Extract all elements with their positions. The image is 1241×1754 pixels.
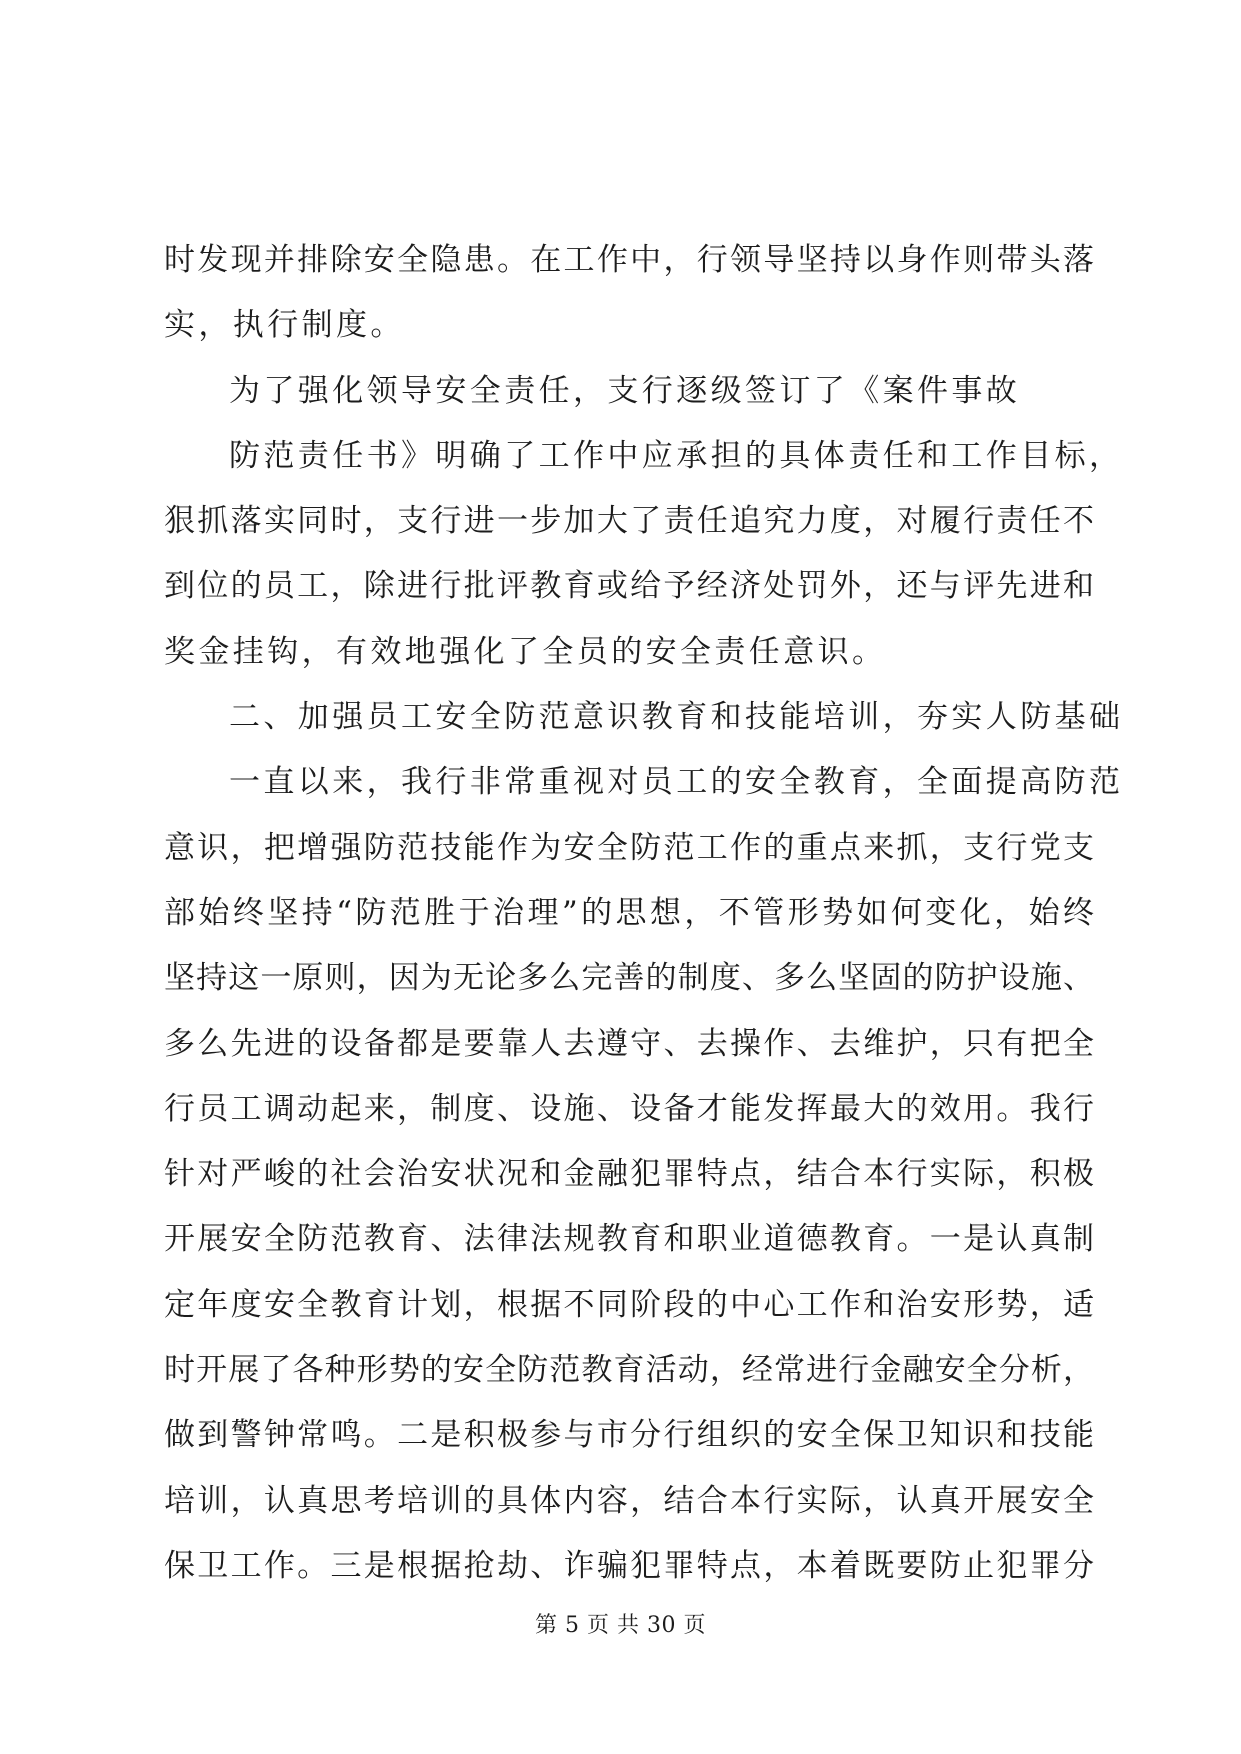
text-line: 坚持这一原则，因为无论多么完善的制度、多么坚固的防护设施、 xyxy=(164,960,1094,997)
text-line: 狠抓落实同时，支行进一步加大了责任追究力度，对履行责任不 xyxy=(164,503,1094,540)
page-number: 第 5 页 共 30 页 xyxy=(535,1613,706,1638)
text-line: 意识，把增强防范技能作为安全防范工作的重点来抓，支行党支 xyxy=(164,829,1094,866)
text-line: 到位的员工，除进行批评教育或给予经济处罚外，还与评先进和 xyxy=(164,568,1094,605)
text-line: 开展安全防范教育、法律法规教育和职业道德教育。一是认真制 xyxy=(164,1221,1094,1258)
text-line: 多么先进的设备都是要靠人去遵守、去操作、去维护，只有把全 xyxy=(164,1025,1094,1062)
text-line: 时开展了各种形势的安全防范教育活动，经常进行金融安全分析， xyxy=(164,1352,1094,1389)
text-line: 行员工调动起来，制度、设施、设备才能发挥最大的效用。我行 xyxy=(164,1090,1094,1127)
text-line: 为了强化领导安全责任，支行逐级签订了《案件事故 xyxy=(229,372,1021,409)
text-line: 保卫工作。三是根据抢劫、诈骗犯罪特点，本着既要防止犯罪分 xyxy=(164,1547,1094,1584)
text-line: 时发现并排除安全隐患。在工作中，行领导坚持以身作则带头落 xyxy=(164,242,1094,278)
text-line: 奖金挂钩，有效地强化了全员的安全责任意识。 xyxy=(164,633,887,670)
text-line: 定年度安全教育计划，根据不同阶段的中心工作和治安形势，适 xyxy=(164,1286,1094,1323)
body-text xyxy=(164,228,1124,1599)
text-line: 针对严峻的社会治安状况和金融犯罪特点，结合本行实际，积极 xyxy=(164,1156,1094,1193)
section-heading: 二、加强员工安全防范意识教育和技能培训，夯实人防基础 xyxy=(229,699,1124,736)
text-line: 一直以来，我行非常重视对员工的安全教育，全面提高防范 xyxy=(229,764,1124,801)
text-line: 实，执行制度。 xyxy=(164,307,405,344)
text-line: 部始终坚持“防范胜于治理”的思想，不管形势如何变化，始终 xyxy=(164,894,1094,931)
text-line: 防范责任书》明确了工作中应承担的具体责任和工作目标， xyxy=(229,437,1124,474)
text-line: 培训，认真思考培训的具体内容，结合本行实际，认真开展安全 xyxy=(164,1482,1094,1519)
text-line: 做到警钟常鸣。二是积极参与市分行组织的安全保卫知识和技能 xyxy=(164,1417,1094,1454)
